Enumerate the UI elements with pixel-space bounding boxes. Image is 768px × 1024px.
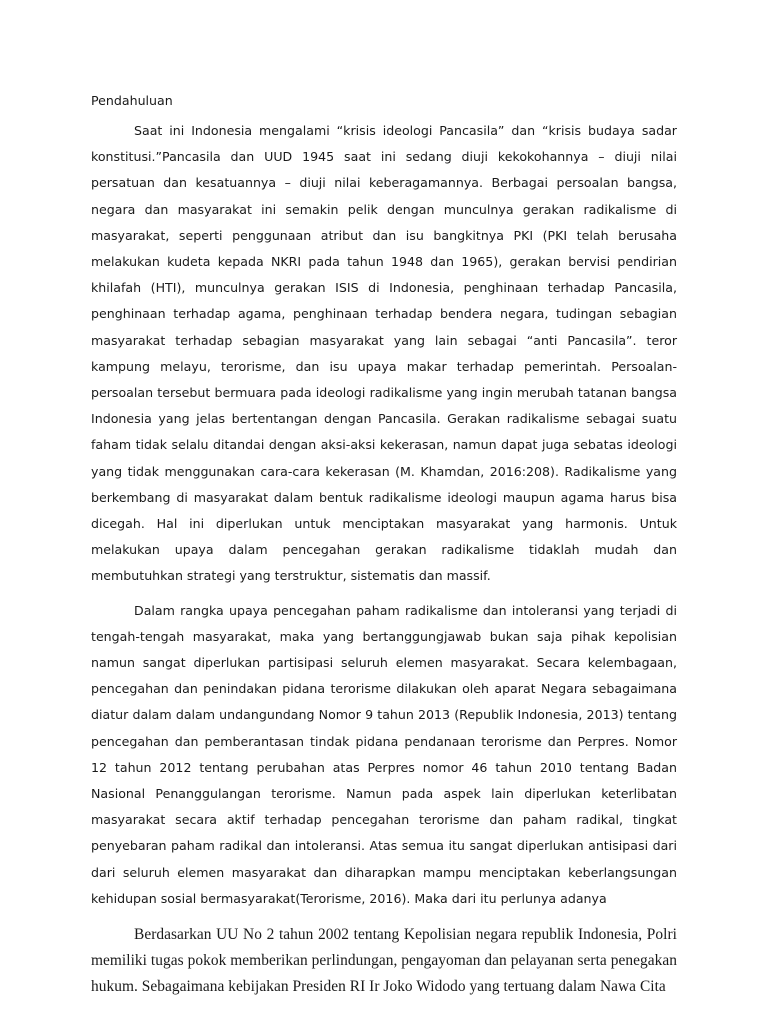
paragraph-1: Saat ini Indonesia mengalami “krisis ideologi Pancasila” dan “krisis budaya sadar konstitusi.”Pancasila dan UUD 1945 saat ini sedang diuji kekokohannya – diuji nilai persatuan dan kesatuannya – diuji nilai keberagamannya. Berbagai persoalan bangsa, negara dan masyarakat ini semakin pelik dengan munculnya gerakan radikalisme di masyarakat, seperti penggunaan atribut dan isu bangkitnya PKI (PKI telah berusaha melakukan kudeta kepada NKRI pada tahun 1948 dan 1965), gerakan bervisi pendirian khilafah (HTI), munculnya gerakan ISIS di Indonesia, penghinaan terhadap Pancasila, penghinaan terhadap agama, penghinaan terhadap bendera negara, tudingan sebagian masyarakat terhadap sebagian masyarakat yang lain sebagai “anti Pancasila”. teror kampung melayu, terorisme, dan isu upaya makar terhadap pemerintah. Persoalan-persoalan tersebut bermuara pada ideologi radikalisme yang ingin merubah tatanan bangsa Indonesia yang jelas bertentangan dengan Pancasila. Gerakan radikalisme sebagai suatu faham tidak selalu ditandai dengan aksi-aksi kekerasan, namun dapat juga sebatas ideologi yang tidak menggunakan cara-cara kekerasan (M. Khamdan, 2016:208). Radikalisme yang berkembang di masyarakat dalam bentuk radikalisme ideologi maupun agama harus bisa dicegah. Hal ini diperlukan untuk menciptakan masyarakat yang harmonis. Untuk melakukan upaya dalam pencegahan gerakan radikalisme tidaklah mudah dan membutuhkan strategi yang terstruktur, sistematis dan massif. (91, 123, 677, 584)
paragraph-2: Dalam rangka upaya pencegahan paham radikalisme dan intoleransi yang terjadi di tengah-tengah masyarakat, maka yang bertanggungjawab bukan saja pihak kepolisian namun sangat diperlukan partisipasi seluruh elemen masyarakat. Secara kelembagaan, pencegahan dan penindakan pidana terorisme dilakukan oleh aparat Negara sebagaimana diatur dalam dalam undangundang Nomor 9 tahun 2013 (Republik Indonesia, 2013) tentang pencegahan dan pemberantasan tindak pidana pendanaan terorisme dan Perpres. Nomor 12 tahun 2012 tentang perubahan atas Perpres nomor 46 tahun 2010 tentang Badan Nasional Penanggulangan terorisme. Namun pada aspek lain diperlukan keterlibatan masyarakat secara aktif terhadap pencegahan terorisme dan paham radikal, tingkat penyebaran paham radikal dan intoleransi. Atas semua itu sangat diperlukan antisipasi dari dari seluruh elemen masyarakat dan diharapkan mampu menciptakan keberlangsungan kehidupan sosial bermasyarakat(Terorisme, 2016). Maka dari itu perlunya adanya (91, 602, 677, 906)
section-heading: Pendahuluan (91, 93, 173, 108)
paragraph-3: Berdasarkan UU No 2 tahun 2002 tentang Kepolisian negara republik Indonesia, Polri memiliki tugas pokok memberikan perlindungan, pengayoman dan pelayanan serta penegakan hukum. Sebagaimana kebijakan Presiden RI Ir Joko Widodo yang tertuang dalam Nawa Cita (91, 926, 677, 996)
